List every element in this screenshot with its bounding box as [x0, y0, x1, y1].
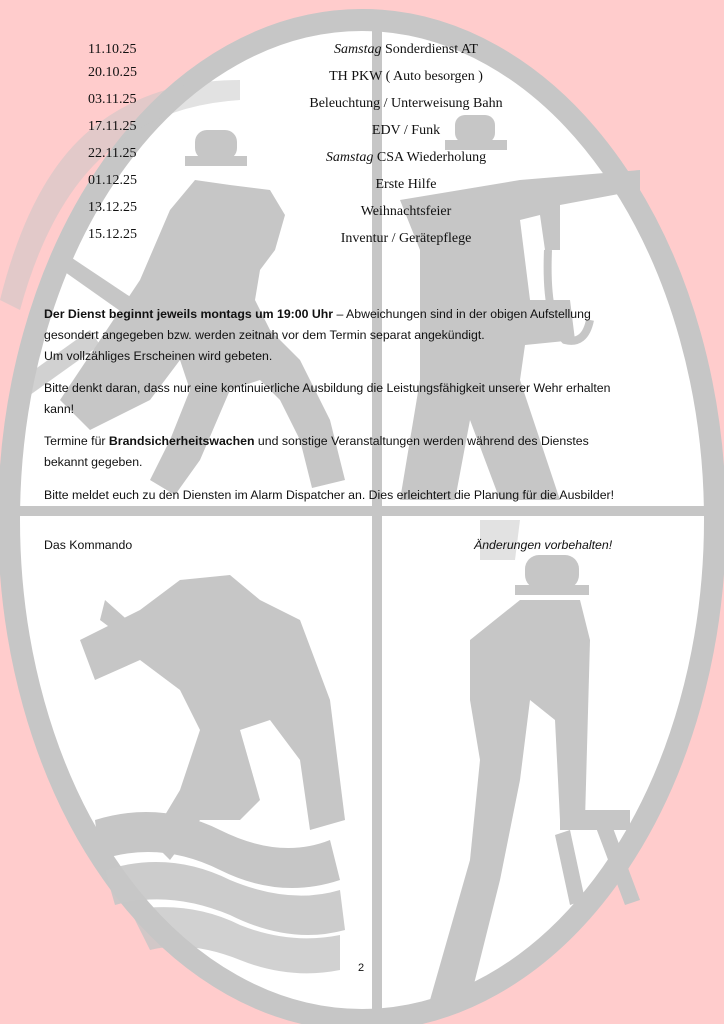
training-line2: kann! — [44, 402, 75, 416]
fire-watch-pre: Termine für — [44, 434, 109, 448]
fire-watch-rest: und sonstige Veranstaltungen werden während des Dienstes — [254, 434, 589, 448]
service-time-line2: gesondert angegeben bzw. werden zeitnah vor dem Termin separat angekündigt. — [44, 328, 485, 342]
schedule-event-text: Weihnachtsfeier — [360, 204, 452, 219]
schedule-event — [334, 42, 478, 58]
schedule-date: 11.10.25 — [88, 42, 137, 57]
schedule-entry — [0, 65, 724, 87]
fire-watch-paragraph — [44, 431, 684, 473]
schedule-event-text: TH PKW ( Auto besorgen ) — [329, 69, 483, 84]
dispatcher-line: Bitte meldet euch zu den Diensten im Alarm Dispatcher an. Dies erleichtert die Planung für die Ausbilder! — [44, 488, 615, 502]
schedule-event-text: EDV / Funk — [371, 123, 441, 138]
schedule-entry — [0, 173, 724, 195]
training-line1: Bitte denkt daran, dass nur eine kontinuierliche Ausbildung die Leistungsfähigkeit unserer Wehr erhalten — [44, 381, 611, 395]
schedule-event-day: Samstag — [334, 42, 382, 57]
schedule-entry — [0, 200, 724, 222]
schedule-entry — [0, 227, 724, 249]
schedule-event — [309, 96, 502, 112]
schedule-event-text: Beleuchtung / Unterweisung Bahn — [309, 96, 503, 111]
schedule-date: 22.11.25 — [88, 146, 137, 161]
schedule-entry — [0, 146, 724, 168]
schedule-event-text: CSA Wiederholung — [376, 150, 487, 165]
training-paragraph — [44, 378, 684, 420]
schedule-date: 13.12.25 — [88, 200, 137, 215]
schedule-entry — [0, 92, 724, 114]
schedule-date: 17.11.25 — [88, 119, 137, 134]
schedule-event-text: Inventur / Gerätepflege — [340, 231, 472, 246]
fire-watch-bold: Brandsicherheitswachen — [108, 434, 255, 448]
schedule-event — [329, 69, 483, 85]
schedule-date: 20.10.25 — [88, 65, 137, 80]
signature-right: Änderungen vorbehalten! — [474, 538, 613, 552]
schedule-date: 03.11.25 — [88, 92, 137, 107]
schedule-event — [372, 123, 440, 139]
schedule-entry — [0, 119, 724, 141]
dispatcher-paragraph — [44, 485, 684, 506]
schedule-event — [375, 177, 436, 193]
service-time-rest: – Abweichungen sind in der obigen Aufstellung — [333, 307, 591, 321]
attendance-line: Um vollzähliges Erscheinen wird gebeten. — [44, 349, 273, 363]
schedule-event — [326, 150, 486, 166]
page-number: 2 — [358, 962, 365, 974]
service-time-bold: Der Dienst beginnt jeweils montags um 19:00 Uhr — [44, 307, 334, 321]
schedule-event — [341, 231, 472, 247]
schedule-event-text: Sonderdienst AT — [385, 42, 478, 57]
signature-left: Das Kommando — [44, 538, 133, 552]
service-time-paragraph — [44, 304, 684, 367]
fire-watch-line2: bekannt gegeben. — [44, 455, 143, 469]
schedule-event-text: Erste Hilfe — [375, 177, 437, 192]
schedule-date: 01.12.25 — [88, 173, 137, 188]
schedule-date: 15.12.25 — [88, 227, 137, 242]
schedule-event-day: Samstag — [325, 150, 374, 165]
schedule-entry — [0, 42, 724, 64]
schedule-event — [361, 204, 452, 220]
